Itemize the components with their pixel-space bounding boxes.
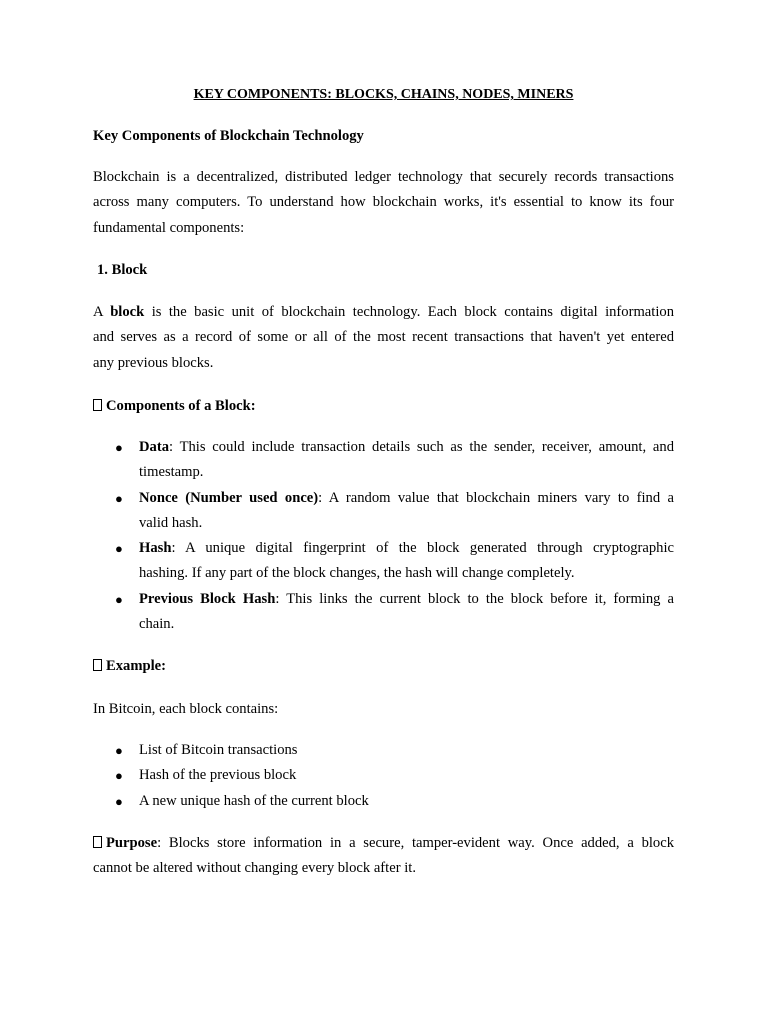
example-item: A new unique hash of the current block (139, 792, 369, 809)
component-desc-cont: valid hash. (139, 514, 203, 531)
bullet-icon: ● (115, 541, 123, 557)
block-term: block (110, 304, 145, 320)
example-heading (93, 657, 166, 675)
bullet-icon: ● (115, 440, 123, 455)
component-desc: : A random value that blockchain miners vary to find a (318, 489, 675, 506)
example-label: Example: (106, 658, 166, 674)
document-title: KEY COMPONENTS: BLOCKS, CHAINS, NODES, MINERS (193, 87, 574, 102)
list-item (93, 763, 674, 788)
component-desc-cont: hashing. If any part of the block changes, the hash will change completely. (139, 565, 575, 582)
list-item (93, 536, 674, 587)
intro-paragraph (93, 165, 674, 241)
list-item (93, 789, 674, 814)
example-list (93, 738, 674, 814)
block-paragraph-line-3: any previous blocks. (93, 354, 214, 371)
missing-glyph-icon (93, 399, 102, 411)
intro-line-2: across many computers. To understand how blockchain works, it's essential to know its four (93, 194, 674, 211)
component-desc-cont: chain. (139, 616, 175, 633)
missing-glyph-icon (93, 659, 102, 671)
block-paragraph-pre: A (93, 304, 111, 320)
bullet-icon: ● (115, 768, 123, 784)
components-list (93, 435, 674, 637)
intro-line-3: fundamental components: (93, 219, 245, 236)
example-item: List of Bitcoin transactions (139, 742, 298, 758)
component-desc: : This could include transaction details such as the sender, receiver, amount, and (169, 439, 674, 455)
purpose-line-1 (93, 831, 674, 856)
component-desc: : A unique digital fingerprint of the block generated through cryptographic (171, 540, 674, 557)
block-paragraph-rest: is the basic unit of blockchain technology. Each block contains digital information (144, 304, 674, 320)
purpose-paragraph (93, 831, 674, 882)
components-label: Components of a Block: (106, 398, 256, 414)
bullet-icon: ● (115, 490, 123, 506)
bullet-icon: ● (115, 591, 123, 607)
bullet-icon: ● (115, 743, 123, 758)
missing-glyph-icon (93, 836, 102, 848)
list-item (93, 486, 674, 537)
component-term: Data (139, 439, 169, 455)
purpose-label: Purpose (106, 835, 158, 851)
block-paragraph-line-1 (93, 300, 674, 325)
purpose-line-2: cannot be altered without changing every block after it. (93, 860, 416, 877)
component-term: Hash (139, 540, 172, 557)
component-desc: : This links the current block to the block before it, forming a (275, 590, 674, 607)
bullet-icon: ● (115, 793, 123, 809)
intro-line-1: Blockchain is a decentralized, distributed ledger technology that securely records transactions (93, 169, 674, 185)
component-desc-cont: timestamp. (139, 464, 204, 481)
block-heading: 1. Block (97, 262, 148, 278)
section-subtitle: Key Components of Blockchain Technology (93, 128, 364, 144)
block-paragraph (93, 300, 674, 376)
list-item (93, 435, 674, 486)
components-heading (93, 397, 256, 415)
list-item (93, 587, 674, 638)
block-paragraph-line-2: and serves as a record of some or all of the most recent transactions that haven't yet entered (93, 329, 674, 346)
component-term: Nonce (Number used once) (139, 489, 319, 506)
example-item: Hash of the previous block (139, 767, 297, 784)
list-item (93, 738, 674, 763)
example-intro: In Bitcoin, each block contains: (93, 701, 279, 717)
purpose-text: : Blocks store information in a secure, tamper-evident way. Once added, a block (157, 835, 674, 851)
component-term: Previous Block Hash (139, 590, 276, 607)
